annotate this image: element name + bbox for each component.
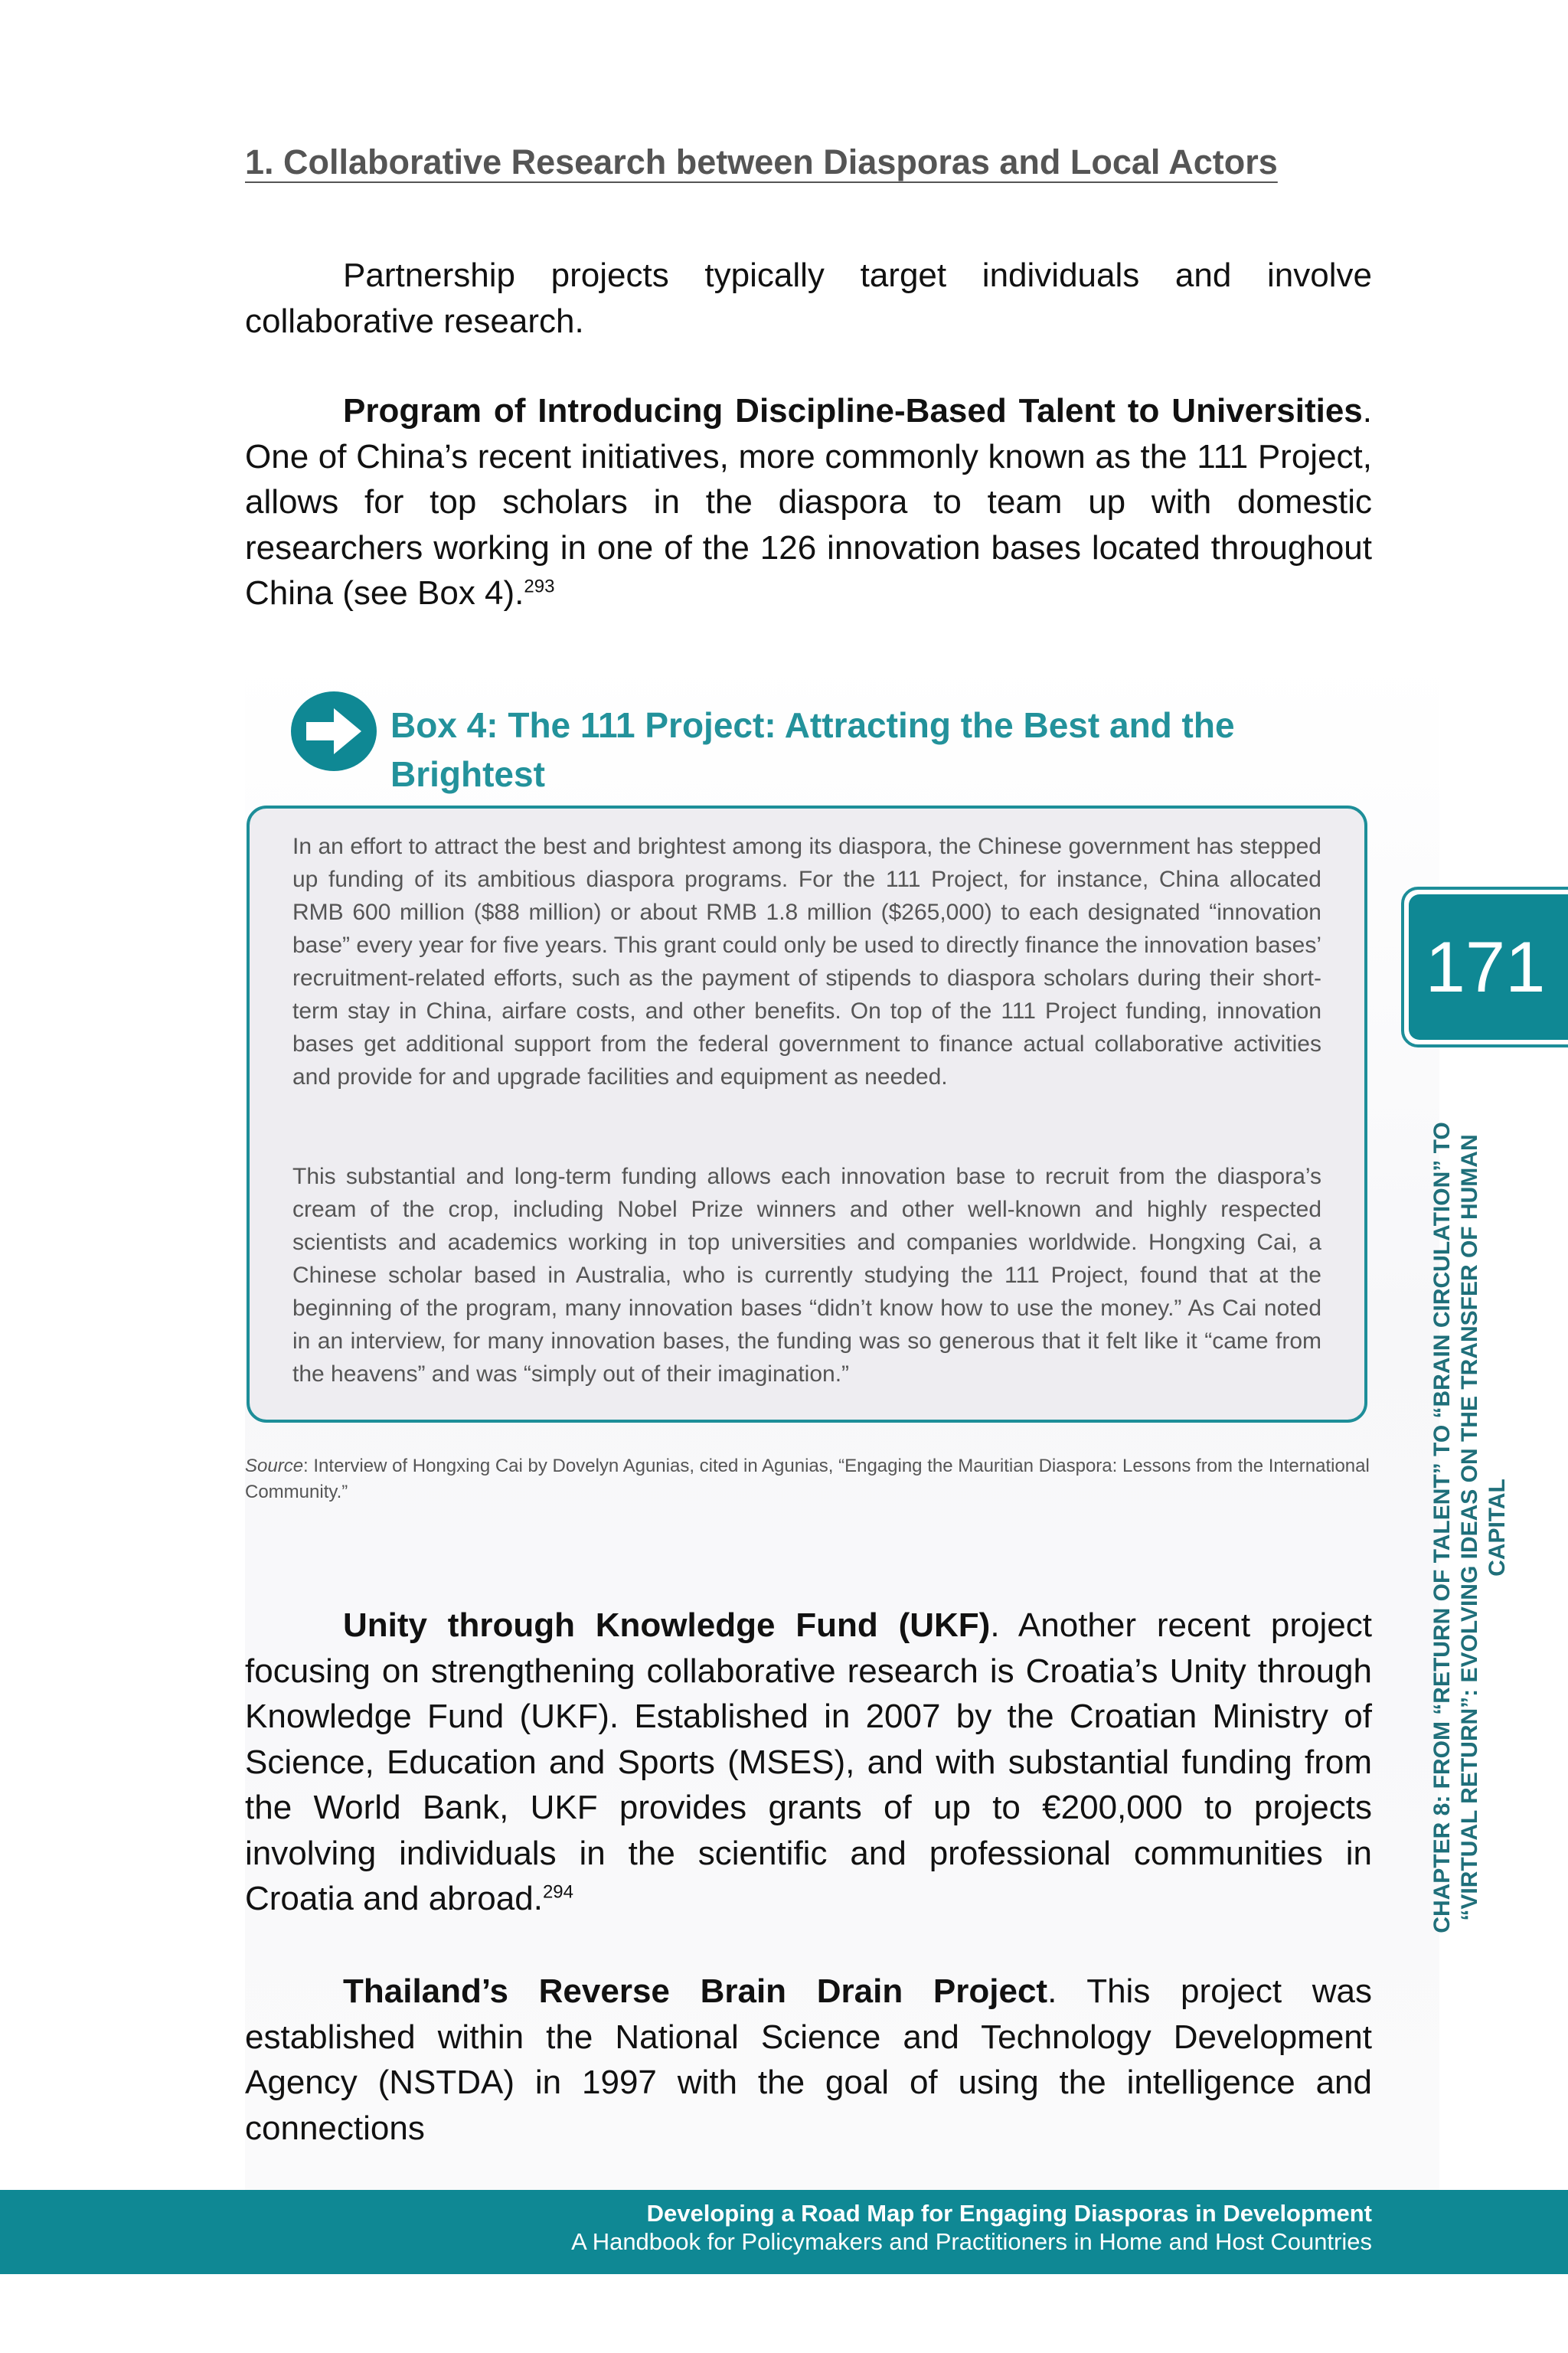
source-label: Source — [245, 1456, 304, 1476]
paragraph-ukf — [245, 1603, 1372, 1922]
footer-subtitle: A Handbook for Policymakers and Practitioners in Home and Host Countries — [571, 2228, 1372, 2255]
paragraph-text: Partnership projects typically target individuals and involve collaborative research. — [245, 257, 1372, 340]
paragraph-thailand — [245, 1969, 1372, 2151]
paragraph-partnership — [245, 253, 1372, 344]
chapter-line-1: CHAPTER 8: FROM “RETURN OF TALENT” TO “BRAIN CIRCULATION” TO — [1429, 1122, 1455, 1933]
chapter-running-head — [1429, 1087, 1511, 1968]
source-text: : Interview of Hongxing Cai by Dovelyn Agunias, cited in Agunias, “Engaging the Mauritian Diaspora: Lessons from the International Community.” — [245, 1456, 1370, 1502]
arrow-right-circle-icon — [291, 691, 377, 771]
chapter-line-2: “VIRTUAL RETURN”: EVOLVING IDEAS ON THE TRANSFER OF HUMAN CAPITAL — [1457, 1134, 1510, 1921]
paragraph-text: . This project was established within the National Science and Technology Development Agency (NSTDA) in 1997 with the goal of using the intelligence and connections — [245, 1972, 1373, 2147]
paragraph-text: . One of China’s recent initiatives, more commonly known as the 111 Project, allows for top scholars in the diaspora to team up with domestic researchers working in one of the 126 innovation bases located throughout China (see Box 4). — [245, 392, 1372, 612]
box-paragraph-1: In an effort to attract the best and brightest among its diaspora, the Chinese government has stepped up funding of its ambitious diaspora programs. For the 111 Project, for instance, China allocated RMB 600 million ($88 million) or about RMB 1.8 million ($265,000) to each designated “innovation base” every year for five years. This grant could only be used to directly finance the innovation bases’ recruitment-related efforts, such as the payment of stipends to diaspora scholars during their short-term stay in China, airfare costs, and other benefits. On top of the 111 Project funding, innovation bases get additional support from the federal government to finance actual collaborative activities and provide for and upgrade facilities and equipment as needed. — [292, 834, 1321, 1090]
page-number: 171 — [1425, 926, 1546, 1007]
section-heading: 1. Collaborative Research between Diasporas and Local Actors — [245, 142, 1278, 181]
box-paragraph-2: This substantial and long-term funding allows each innovation base to recruit from the diaspora’s cream of the crop, including Nobel Prize winners and other well-known and highly respected scientists and academics working in top universities and companies worldwide. Hongxing Cai, a Chinese scholar based in Australia, who is currently studying the 111 Project, found that at the beginning of the program, many innovation bases “didn’t know how to use the money.” As Cai noted in an interview, for many innovation bases, the funding was so generous that it felt like it “came from the heavens” and was “simply out of their imagination.” — [292, 1164, 1321, 1387]
page-number-tab — [1409, 894, 1568, 1040]
footer-title: Developing a Road Map for Engaging Diasporas in Development — [646, 2200, 1372, 2227]
paragraph-text: . Another recent project focusing on strengthening collaborative research is Croatia’s Unity through Knowledge Fund (UKF). Established in 2007 by the Croatian Ministry of Science, Education and Sports (MSES), and with substantial funding from the World Bank, UKF provides grants of up to €200,000 to projects involving individuals in the scientific and professional communities in Croatia and abroad. — [245, 1606, 1372, 1917]
box-title: Box 4: The 111 Project: Attracting the Best and the Brightest — [390, 705, 1235, 794]
footnote-ref[interactable]: 293 — [524, 576, 555, 597]
paragraph-bold-lead: Unity through Knowledge Fund (UKF) — [343, 1606, 991, 1644]
footnote-ref[interactable]: 294 — [542, 1881, 573, 1903]
source-note — [245, 1453, 1372, 1505]
paragraph-bold-lead: Thailand’s Reverse Brain Drain Project — [343, 1972, 1048, 2010]
paragraph-bold-lead: Program of Introducing Discipline-Based Talent to Universities — [343, 392, 1363, 430]
paragraph-111-project — [245, 388, 1372, 616]
